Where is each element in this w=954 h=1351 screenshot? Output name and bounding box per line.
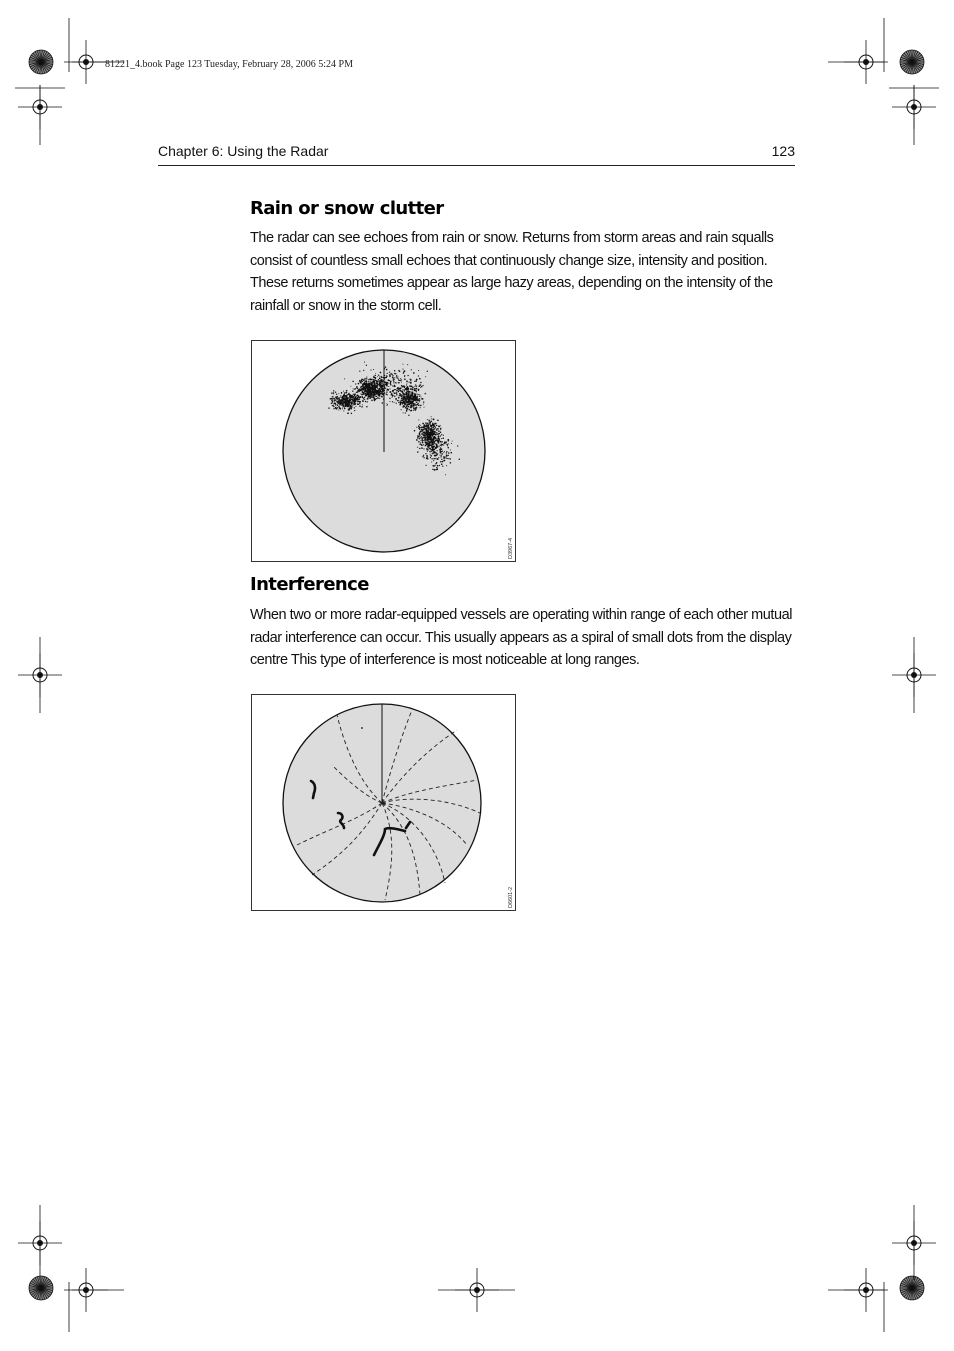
- figure-code: D6601-2: [508, 886, 514, 908]
- interference-radar-figure: [251, 694, 516, 911]
- page-number: 123: [771, 143, 795, 159]
- running-header: [158, 143, 795, 166]
- section-body-rain-clutter: The radar can see echoes from rain or snow. Returns from storm areas and rain squalls consist of countless small echoes that continuously change size, intensity and position. These returns sometimes appear as large hazy areas, depending on the intensity of the rainfall or snow in the storm cell.: [250, 230, 774, 314]
- section-body-interference: When two or more radar-equipped vessels are operating within range of each other mutual radar interference can occur. This usually appears as a spiral of small dots from the display centre This type of interference is most noticeable at long ranges.: [250, 607, 792, 668]
- print-slug: 81221_4.book Page 123 Tuesday, February 28, 2006 5:24 PM: [105, 59, 353, 70]
- figure-code: D3967-4: [508, 537, 514, 559]
- section-heading-rain-clutter: Rain or snow clutter: [250, 198, 444, 219]
- rain-clutter-radar-figure: [251, 340, 516, 562]
- chapter-title: Chapter 6: Using the Radar: [158, 143, 329, 159]
- section-heading-interference: Interference: [250, 574, 369, 595]
